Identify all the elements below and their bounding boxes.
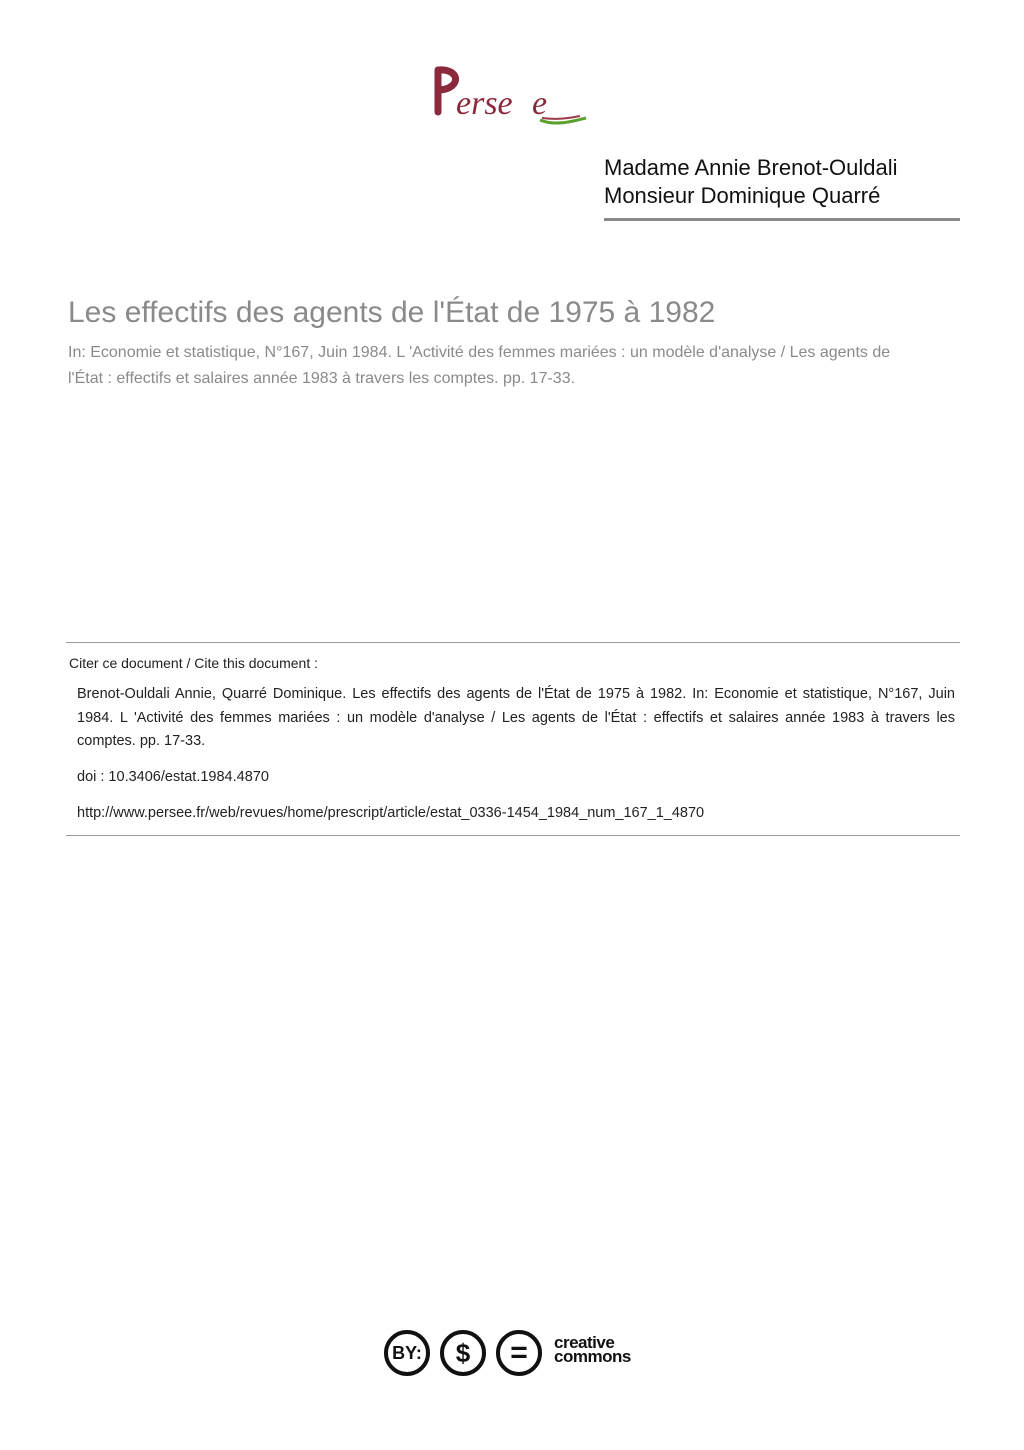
cc-by-icon <box>384 1330 430 1376</box>
document-title: Les effectifs des agents de l'État de 1975 à 1982 <box>68 296 716 329</box>
persee-logo <box>430 62 590 132</box>
svg-text:e: e <box>532 85 548 122</box>
source-reference <box>68 340 958 392</box>
cc-by-label: BY: <box>392 1342 422 1363</box>
source-line-1: In: Economie et statistique, N°167, Juin 1984. L 'Activité des femmes mariées : un modèle d'analyse / Les agents de <box>68 344 891 361</box>
creative-commons-badge[interactable] <box>384 1328 644 1384</box>
citation-heading: Citer ce document / Cite this document : <box>69 655 318 671</box>
author-1: Madame Annie Brenot-Ouldali <box>604 155 898 180</box>
source-line-2: l'État : effectifs et salaires année 1983 à travers les comptes. pp. 17-33. <box>68 370 576 387</box>
authors-block <box>604 154 960 221</box>
doi-text: doi : 10.3406/estat.1984.4870 <box>77 769 269 785</box>
cc-wordmark <box>554 1333 631 1366</box>
citation-text: Brenot-Ouldali Annie, Quarré Dominique. Les effectifs des agents de l'État de 1975 à 1982. In: Economie et statistique, N°167, Juin 1984. L 'Activité des femmes mariées : un modèle d'analyse / Les agents de l'État : effectifs et salaires année 1983 à travers les comptes. pp. 17-33. <box>77 686 955 749</box>
author-2: Monsieur Dominique Quarré <box>604 183 881 208</box>
cc-nd-label: = <box>510 1336 528 1369</box>
cc-nc-icon <box>440 1330 486 1376</box>
cc-nd-icon <box>496 1330 542 1376</box>
cc-word-commons: commons <box>554 1347 631 1366</box>
cc-nc-label: $ <box>455 1337 471 1368</box>
citation-box <box>66 642 960 836</box>
cc-word-creative: creative <box>554 1333 615 1352</box>
permalink-url[interactable]: http://www.persee.fr/web/revues/home/prescript/article/estat_0336-1454_1984_num_167_1_4870 <box>77 805 705 821</box>
persee-logo-mark <box>430 62 590 132</box>
svg-text:erse: erse <box>456 85 513 122</box>
